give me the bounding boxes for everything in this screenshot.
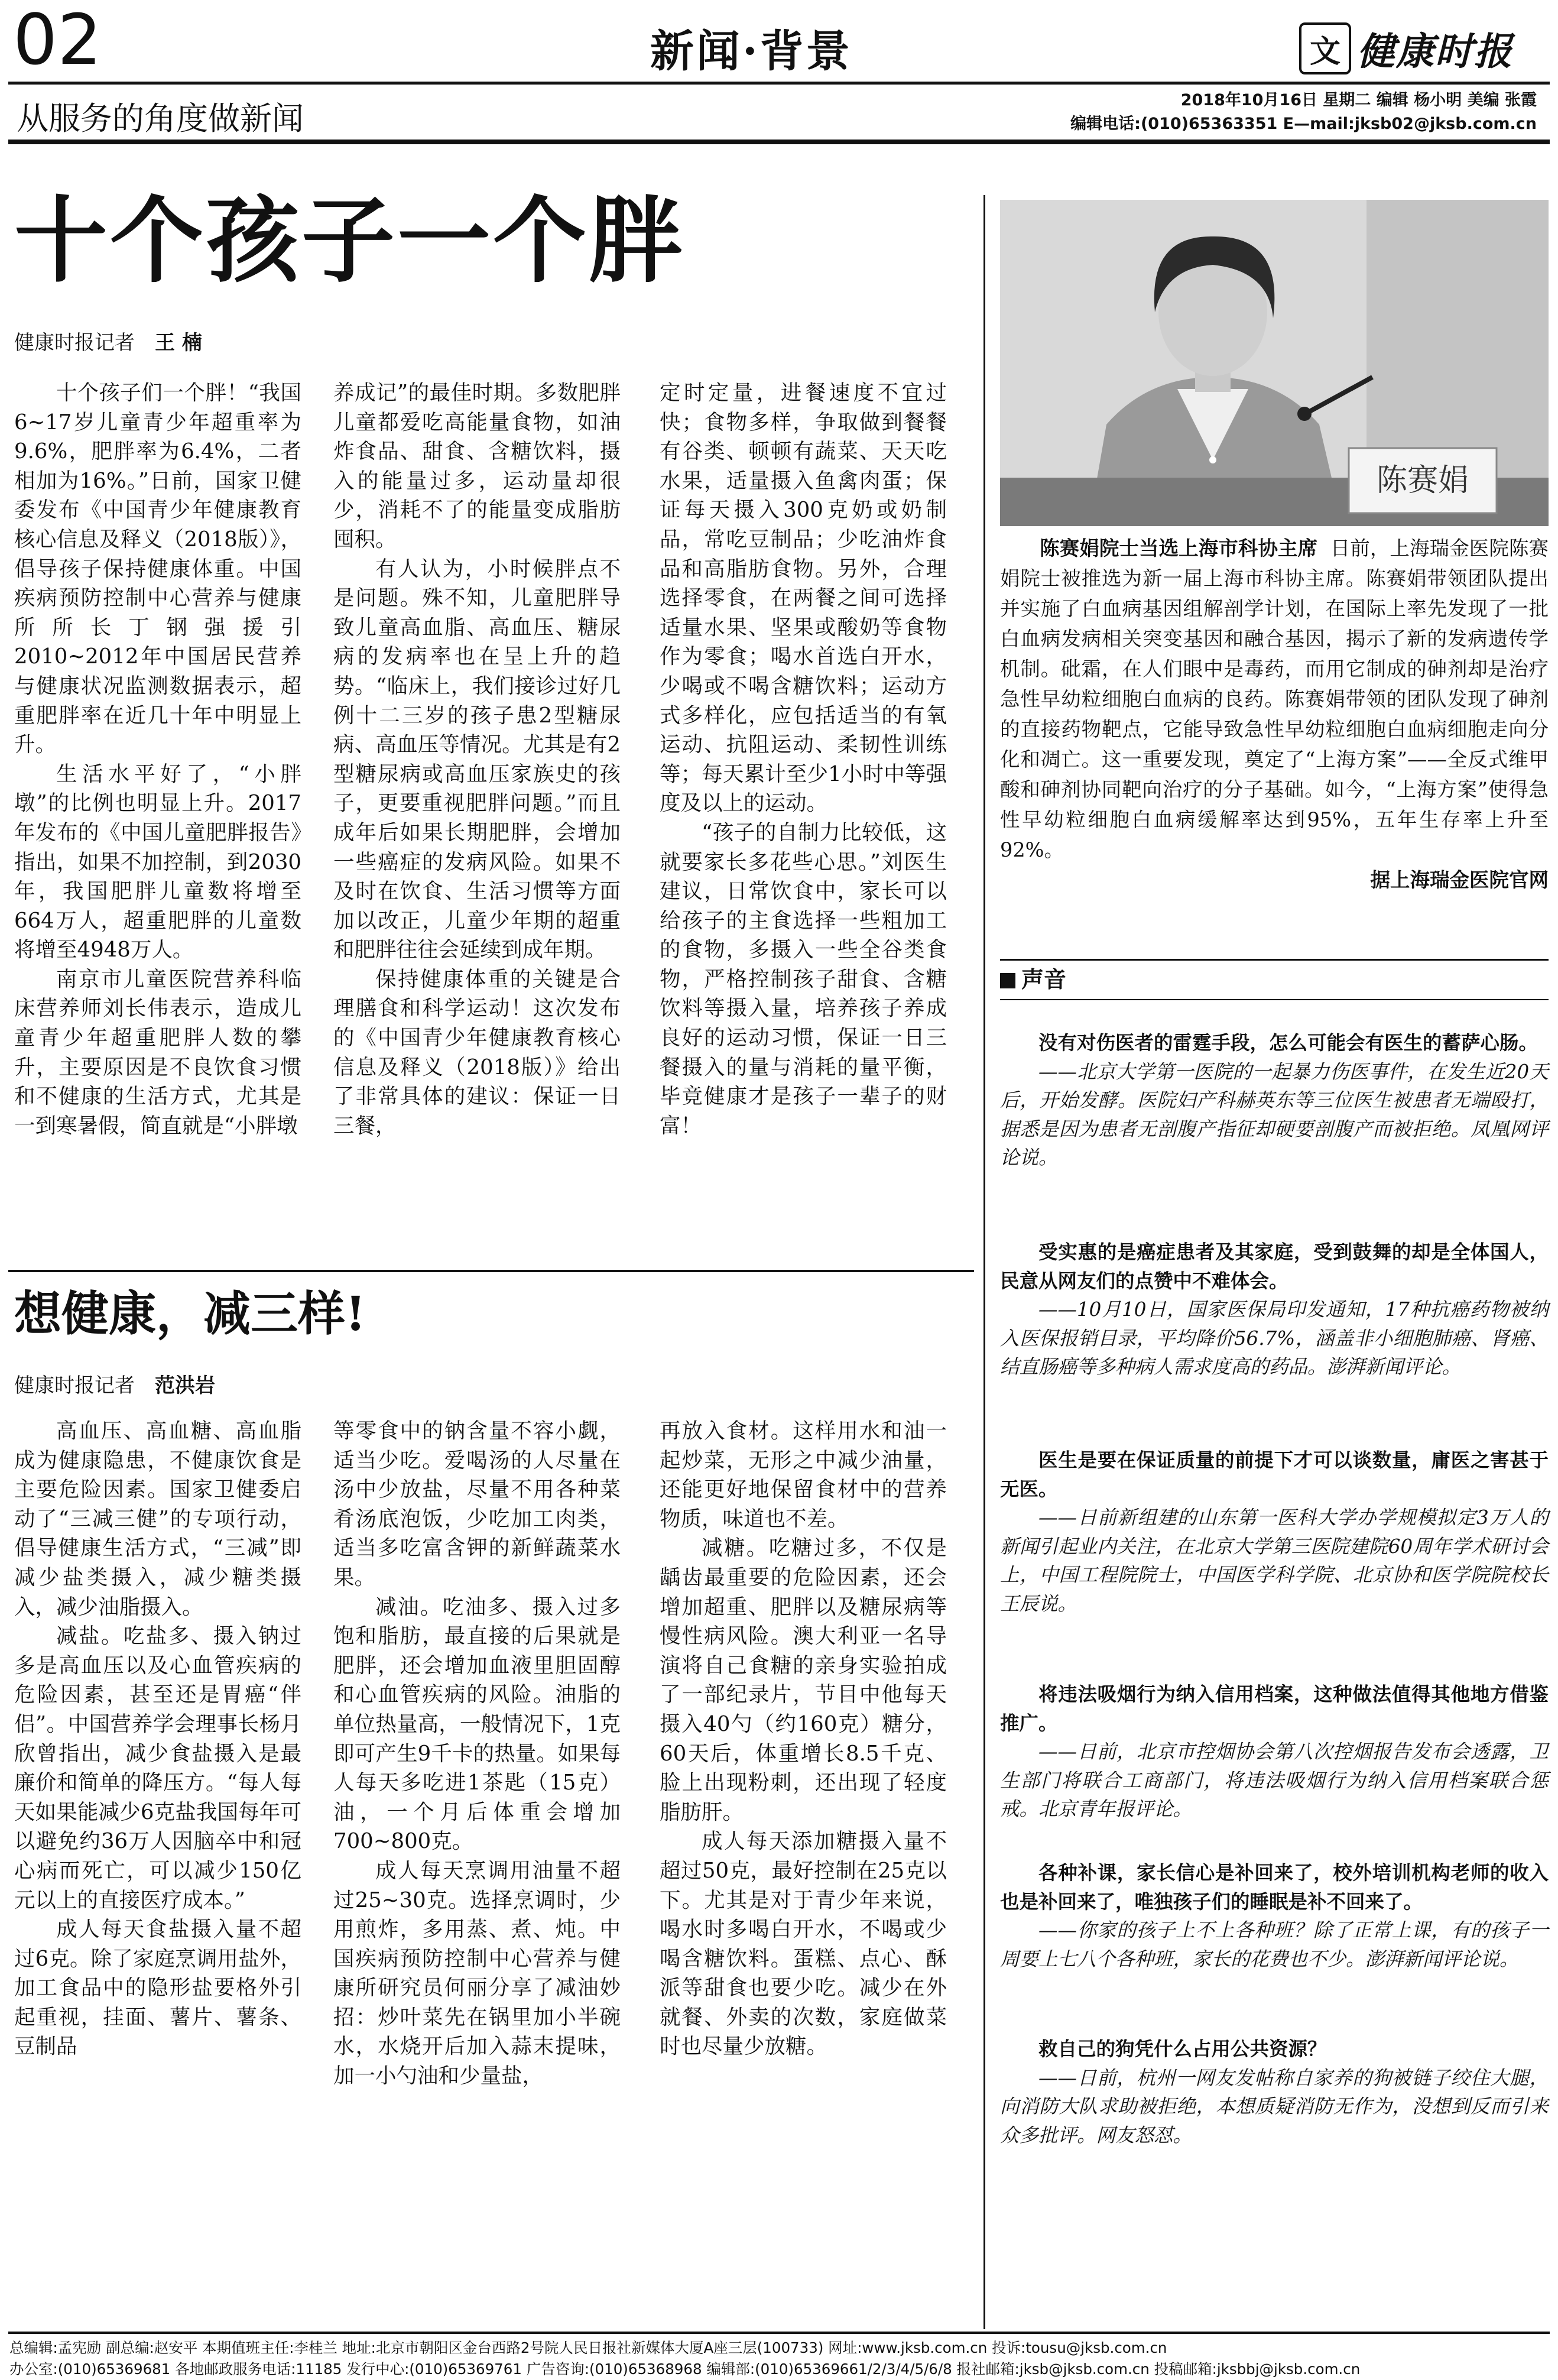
paragraph: 有人认为，小时候胖点不是问题。殊不知，儿童肥胖导致儿童高血脂、高血压、糖尿病的发病率也在呈上升的趋势。“临床上，我们接诊过好几例十二三岁的孩子患2型糖尿病、高血压等情况。尤其是有2型糖尿病或高血压家族史的孩子，更要重视肥胖问题。”而且成年后如果长期肥胖，会增加一些癌症的发病风险。如果不及时在饮食、生活习惯等方面加以改正，儿童少年期的超重和肥胖往往会延续到成年期。 — [333, 556, 621, 962]
paragraph: 减糖。吃糖过多，不仅是龋齿最重要的危险因素，还会增加超重、肥胖以及糖尿病等慢性病风险。澳大利亚一名导演将自己食糖的亲身实验拍成了一部纪录片，节目中他每天摄入40勺（约160克）糖分，60天后，体重增长8.5千克、脸上出现粉刺，还出现了轻度脂肪肝。 — [660, 1536, 947, 1824]
paragraph: 十个孩子们一个胖！“我国6~17岁儿童青少年超重率为9.6%，肥胖率为6.4%，二者相加为16%。”日前，国家卫健委发布《中国青少年健康教育核心信息及释义（2018版）》，倡导孩子保持健康体重。中国疾病预防控制中心营养与健康所所长丁钢强援引2010~2012年中国居民营养与健康状况监测数据表示，超重肥胖率在近几十年中明显上升。 — [14, 381, 301, 757]
portrait-photo — [1000, 200, 1549, 526]
paragraph: 成人每天添加糖摄入量不超过50克，最好控制在25克以下。尤其是对于青少年来说，喝水时多喝白开水，不喝或少喝含糖饮料。蛋糕、点心、酥派等甜食也要少吃。减少在外就餐、外卖的次数，家庭做菜时也尽量少放糖。 — [660, 1829, 947, 2059]
article-1-column-1 — [14, 378, 301, 1140]
voice-item: 各种补课，家长信心是补回来了，校外培训机构老师的收入也是补回来了，唯独孩子们的睡眠是补不回来了。 ——你家的孩子上不上各种班？除了正常上课，有的孩子一周要上七八个各种班，家长的花费也不少。澎湃新闻评论说。 — [1000, 1861, 1549, 1970]
paragraph: 南京市儿童医院营养科临床营养师刘长伟表示，造成儿童青少年超重肥胖人数的攀升，主要原因是不良饮食习惯和不健康的生活方式，尤其是一到寒暑假，简直就是“小胖墩 — [14, 967, 301, 1138]
voice-top-rule — [1000, 959, 1549, 961]
paragraph: 再放入食材。这样用水和油一起炒菜，无形之中减少油量，还能更好地保留食材中的营养物质，味道也不差。 — [660, 1419, 947, 1531]
article-2-column-2 — [333, 1416, 621, 2091]
footer-line-1: 总编辑:孟宪励 副总编:赵安平 本期值班主任:李桂兰 地址:北京市朝阳区金台西路2号院人民日报社新媒体大厦A座三层(100733) 网址:www.jksb.com.cn 投诉:tousu@jksb.com.cn — [9, 2339, 1167, 2356]
paragraph: 生活水平好了，“小胖墩”的比例也明显上升。2017年发布的《中国儿童肥胖报告》指出，如果不加控制，到2030年，我国肥胖儿童数将增至664万人，超重肥胖的儿童数将增至4948万人。 — [14, 761, 301, 962]
paragraph: 减油。吃油多、摄入过多饱和脂肪，最直接的后果就是肥胖，还会增加血液里胆固醇和心血管疾病的风险。油脂的单位热量高，一般情况下，1克即可产生9千卡的热量。如果每人每天多吃进1茶匙（15克）油，一个月后体重会增加700~800克。 — [333, 1594, 621, 1854]
photo-caption — [1000, 533, 1549, 895]
voice-item: 受实惠的是癌症患者及其家庭，受到鼓舞的却是全体国人，民意从网友们的点赞中不难体会。 ——10月10日，国家医保局印发通知，17种抗癌药物被纳入医保报销目录，平均降价56.7%，涵盖非小细胞肺癌、肾癌、结直肠癌等多种病人需求度高的药品。澎湃新闻评论。 — [1000, 1240, 1549, 1378]
slogan: 从服务的角度做新闻 — [17, 100, 304, 137]
voice-item: 将违法吸烟行为纳入信用档案，这种做法值得其他地方借鉴推广。 ——日前，北京市控烟协会第八次控烟报告发布会透露，卫生部门将联合工商部门，将违法吸烟行为纳入信用档案联合惩戒。北京青年报评论。 — [1000, 1682, 1549, 1820]
paragraph: 保持健康体重的关键是合理膳食和科学运动！这次发布的《中国青少年健康教育核心信息及释义（2018版）》给出了非常具体的建议：保证一日三餐， — [333, 967, 621, 1138]
newspaper-logo — [1299, 19, 1536, 78]
byline-article-2: 健康时报记者 范洪岩 — [14, 1374, 215, 1397]
headline-article-2: 想健康，减三样! — [14, 1286, 366, 1341]
paragraph: 等零食中的钠含量不容小觑，适当少吃。爱喝汤的人尽量在汤中少放盐，尽量不用各种菜肴汤底泡饭，少吃加工肉类，适当多吃富含钾的新鲜蔬菜水果。 — [333, 1419, 621, 1590]
caption-title: 陈赛娟院士当选上海市科协主席 — [1040, 537, 1318, 560]
article-1-column-2 — [333, 378, 621, 1140]
voice-item: 没有对伤医者的雷霆手段，怎么可能会有医生的蓄萨心肠。 ——北京大学第一医院的一起暴力伤医事件，在发生近20天后，开始发酵。医院妇产科赫英东等三位医生被患者无端殴打，据悉是因为患者无剖腹产指征却硬要剖腹产而被拒绝。凤凰网评论说。 — [1000, 1031, 1549, 1169]
square-bullet-icon — [1000, 973, 1015, 988]
article-2-column-3 — [660, 1416, 947, 2061]
paragraph: “孩子的自制力比较低，这就要家长多花些心思。”刘医生建议，日常饮食中，家长可以给孩子的主食选择一些粗加工的食物，多摄入一些全谷类食物，严格控制孩子甜食、含糖饮料等摄入量，培养孩子养成良好的运动习惯，保证一日三餐摄入的量与消耗的量平衡，毕竟健康才是孩子一辈子的财富！ — [660, 820, 947, 1138]
paragraph: 定时定量，进餐速度不宜过快；食物多样，争取做到餐餐有谷类、顿顿有蔬菜、天天吃水果，适量摄入鱼禽肉蛋；保证每天摄入300克奶或奶制品，常吃豆制品；少吃油炸食品和高脂肪食物。另外，合理选择零食，在两餐之间可选择适量水果、坚果或酸奶等食物作为零食；喝水首选白开水，少喝或不喝含糖饮料；运动方式多样化，应包括适当的有氧运动、抗阻运动、柔韧性训练等；每天累计至少1小时中等强度及以上的运动。 — [660, 381, 947, 816]
logo-mark-icon: 文 — [1299, 22, 1351, 74]
page-number: 02 — [13, 0, 102, 80]
header-info — [1070, 89, 1537, 136]
paragraph: 养成记”的最佳时期。多数肥胖儿童都爱吃高能量食物，如油炸食品、甜食、含糖饮料，摄入的能量过多，运动量却很少，消耗不了的能量变成脂肪囤积。 — [333, 381, 621, 552]
logo-name: 健康时报 — [1357, 30, 1513, 74]
voice-item: 医生是要在保证质量的前提下才可以谈数量，庸医之害甚于无医。 ——日前新组建的山东第一医科大学办学规模拟定3万人的新闻引起业内关注，在北京大学第三医院建院60周年学术研讨会上，中国工程院院士，中国医学科学院、北京协和医学院院校长王辰说。 — [1000, 1448, 1549, 1615]
section-title: 新闻·背景 — [650, 26, 852, 77]
paragraph: 高血压、高血糖、高血脂成为健康隐患，不健康饮食是主要危险因素。国家卫健委启动了“三减三健”的专项行动，倡导健康生活方式，“三减”即减少盐类摄入，减少糖类摄入，减少油脂摄入。 — [14, 1419, 301, 1619]
header-thick-rule — [8, 140, 1550, 144]
article-divider — [8, 1270, 974, 1272]
column-separator — [984, 195, 985, 2329]
article-2-column-1 — [14, 1416, 301, 2061]
voice-heading: 声音 — [1000, 965, 1549, 994]
date-editors: 2018年10月16日 星期二 编辑 杨小明 美编 张霞 — [1180, 91, 1537, 109]
caption-body: 日前，上海瑞金医院陈赛娟院士被推选为新一届上海市科协主席。陈赛娟带领团队提出并实施了白血病基因组解剖学计划，在国际上率先发现了一批白血病发病相关突变基因和融合基因，揭示了新的发病遗传学机制。砒霜，在人们眼中是毒药，而用它制成的砷剂却是治疗急性早幼粒细胞白血病的良药。陈赛娟带领的团队发现了砷剂的直接药物靶点，它能导致急性早幼粒细胞白血病细胞走向分化和凋亡。这一重要发现，奠定了“上海方案”——全反式维甲酸和砷剂协同靶向治疗的分子基础。如今，“上海方案”使得急性早幼粒细胞白血病缓解率达到95%，五年生存率上升至92%。 — [1000, 537, 1549, 861]
paragraph: 减盐。吃盐多、摄入钠过多是高血压以及心血管疾病的危险因素，甚至还是胃癌“伴侣”。中国营养学会理事长杨月欣曾指出，减少食盐摄入是最廉价和简单的降压方。“每人每天如果能减少6克盐我国每年可以避免约36万人因脑卒中和冠心病而死亡，可以减少150亿元以上的直接医疗成本。” — [14, 1624, 301, 1912]
paragraph: 成人每天食盐摄入量不超过6克。除了家庭烹调用盐外，加工食品中的隐形盐要格外引起重视，挂面、薯片、薯条、豆制品 — [14, 1917, 301, 2059]
voice-item: 救自己的狗凭什么占用公共资源？ ——日前，杭州一网友发帖称自家养的狗被链子绞住大腿，向消防大队求助被拒绝，本想质疑消防无作为，没想到反而引来众多批评。网友怒怼。 — [1000, 2037, 1549, 2146]
header-rule — [8, 82, 1550, 85]
nameplate-text: 陈赛娟 — [1376, 463, 1469, 498]
footer-line-2: 办公室:(010)65369681 各地邮政服务电话:11185 发行中心:(010)65369761 广告咨询:(010)65368968 编辑部:(010)65369661/2/3/4/5/6/8 报社邮箱:jksb@jksb.com.cn 投稿邮箱:jksbbj@jksb.com.cn — [9, 2360, 1361, 2378]
portrait-illustration — [1000, 200, 1549, 526]
article-1-column-3 — [660, 378, 947, 1140]
voice-bottom-rule — [1000, 999, 1549, 1000]
headline-article-1: 十个孩子一个胖 — [14, 186, 684, 296]
footer-rule — [8, 2332, 1550, 2334]
paragraph: 成人每天烹调用油量不超过25~30克。选择烹调时，少用煎炸，多用蒸、煮、炖。中国疾病预防控制中心营养与健康所研究员何丽分享了减油妙招：炒叶菜先在锅里加小半碗水，水烧开后加入蒜末提味，加一小勺油和少量盐， — [333, 1858, 621, 2089]
contact-line: 编辑电话:(010)65363351 E—mail:jksb02@jksb.com.cn — [1070, 115, 1537, 133]
byline-article-1: 健康时报记者 王 楠 — [14, 331, 202, 355]
caption-source: 据上海瑞金医院官网 — [1370, 868, 1549, 891]
